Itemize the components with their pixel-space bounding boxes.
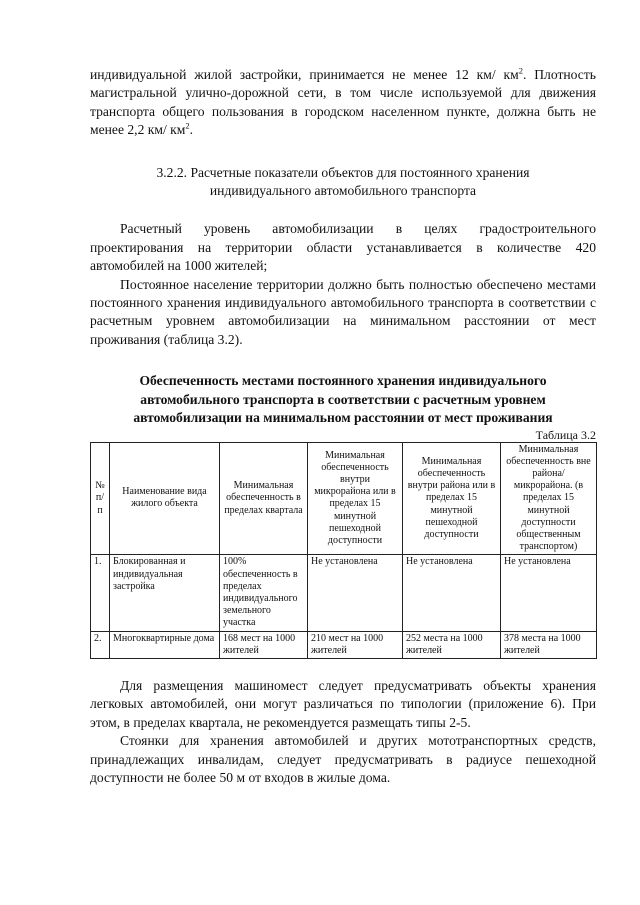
table-header-row bbox=[91, 442, 597, 555]
paragraph-population-provision: Постоянное население территории должно быть полностью обеспечено местами постоянного хранения индивидуального автомобильного транспорта в соответствии с расчетным уровнем автомобилизации на минимальном расстоянии от мест проживания (таблица 3.2). bbox=[90, 276, 596, 347]
cell-number: 1. bbox=[91, 555, 110, 631]
intro-paragraph bbox=[90, 66, 596, 140]
section-title-line-2: индивидуального автомобильного транспорта bbox=[209, 183, 477, 199]
cell-object-type: Блокированная и индивидуальная застройка bbox=[110, 555, 220, 631]
header-microdistrict-provision: Минимальная обеспеченность внутри микрорайона или в пределах 15 минутной пешеходной доступности bbox=[308, 442, 403, 555]
superscript-b: 2 bbox=[185, 120, 190, 131]
header-object-type: Наименование вида жилого объекта bbox=[110, 442, 220, 555]
cell-district-provision: 252 места на 1000 жителей bbox=[403, 631, 501, 658]
cell-number: 2. bbox=[91, 631, 110, 658]
provision-table bbox=[90, 442, 597, 659]
header-block-provision: Минимальная обеспеченность в пределах квартала bbox=[220, 442, 308, 555]
header-district-provision: Минимальная обеспеченность внутри района или в пределах 15 минутной пешеходной доступности bbox=[403, 442, 501, 555]
intro-text-a: индивидуальной жилой застройки, принимается не менее 12 км/ км bbox=[90, 67, 519, 82]
intro-text-b: . Плотность магистральной улично-дорожной сети, в том числе используемой для движения транспорта общего пользования в городском населенном пункте, должна быть не менее 2,2 км/ км bbox=[90, 67, 596, 138]
intro-text-c: . bbox=[189, 122, 194, 138]
cell-outside-district-provision: 378 места на 1000 жителей bbox=[501, 631, 597, 658]
paragraph-parking-placement: Для размещения машиномест следует предусматривать объекты хранения легковых автомобилей, они могут различаться по типологии (приложение 6). При этом, в пределах квартала, не рекомендуется размещать типы 2-5. bbox=[90, 677, 596, 730]
paragraph-motorization-level: Расчетный уровень автомобилизации в целях градостроительного проектирования на территории области устанавливается в количестве 420 автомобилей на 1000 жителей; bbox=[90, 221, 596, 274]
header-outside-district-provision: Минимальная обеспеченность вне района/ микрорайона. (в пределах 15 минутной доступности общественным транспортом) bbox=[501, 442, 597, 555]
table-heading: Обеспеченность местами постоянного хранения индивидуального автомобильного транспорта в соответствии с расчетным уровнем автомобилизации на минимальном расстоянии от мест проживания bbox=[133, 373, 553, 426]
header-number: № п/п bbox=[91, 442, 110, 555]
cell-microdistrict-provision: 210 мест на 1000 жителей bbox=[308, 631, 403, 658]
cell-microdistrict-provision: Не установлена bbox=[308, 555, 403, 631]
table-number-label: Таблица 3.2 bbox=[535, 427, 596, 442]
cell-block-provision: 168 мест на 1000 жителей bbox=[220, 631, 308, 658]
cell-district-provision: Не установлена bbox=[403, 555, 501, 631]
table-row bbox=[91, 631, 597, 658]
cell-block-provision: 100% обеспеченность в пределах индивидуального земельного участка bbox=[220, 555, 308, 631]
table-row bbox=[91, 555, 597, 631]
superscript-a: 2 bbox=[518, 65, 523, 76]
section-title-line-1: 3.2.2. Расчетные показатели объектов для постоянного хранения bbox=[156, 164, 530, 180]
paragraph-disabled-parking: Стоянки для хранения автомобилей и других мототранспортных средств, принадлежащих инвалидам, следует предусматривать в радиусе пешеходной доступности не более 50 м от входов в жилые дома. bbox=[90, 733, 596, 785]
cell-outside-district-provision: Не установлена bbox=[501, 555, 597, 631]
cell-object-type: Многоквартирные дома bbox=[110, 631, 220, 658]
section-title bbox=[90, 164, 596, 201]
document-page bbox=[90, 66, 596, 787]
